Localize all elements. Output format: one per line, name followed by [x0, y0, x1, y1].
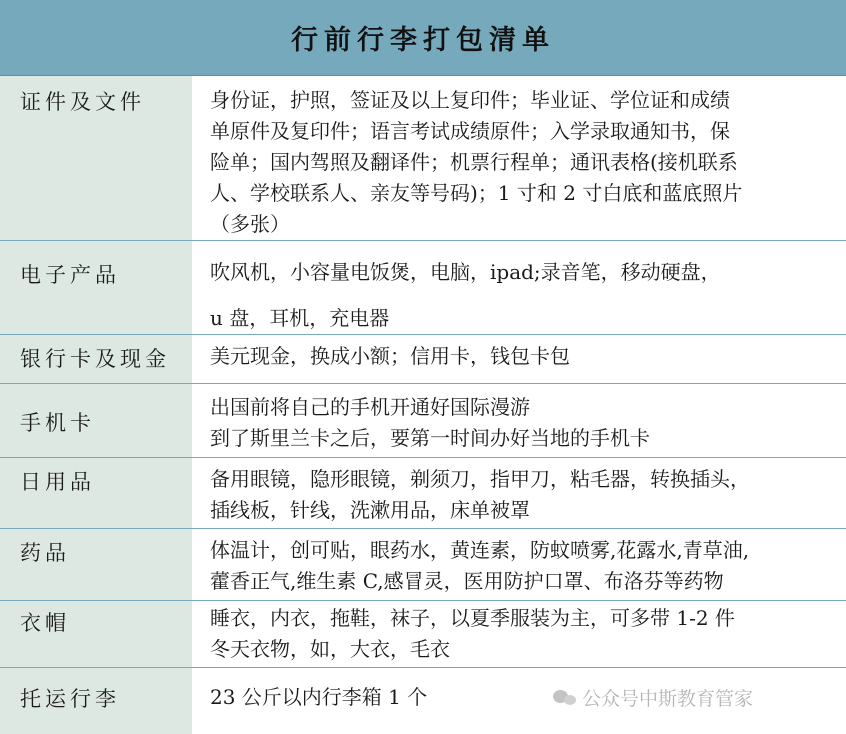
items-cell: [192, 458, 846, 529]
watermark: [553, 684, 753, 711]
items-line: 单原件及复印件；语言考试成绩原件；入学录取通知书，保: [210, 119, 730, 143]
category-cell: [0, 601, 192, 668]
list-row-electronics: [0, 241, 846, 335]
items-line: u 盘，耳机，充电器: [210, 306, 390, 330]
category-label: 证件及文件: [20, 90, 145, 114]
wechat-icon: [553, 689, 577, 707]
category-cell: [0, 668, 192, 734]
list-row-medicine: [0, 529, 846, 601]
category-cell: [0, 458, 192, 529]
items-line: 身份证，护照，签证及以上复印件；毕业证、学位证和成绩: [210, 88, 730, 112]
items-line: 23 公斤以内行李箱 1 个: [210, 685, 428, 709]
category-label: 药品: [20, 541, 70, 565]
items-line: 插线板，针线，洗漱用品，床单被罩: [210, 498, 530, 522]
category-label: 银行卡及现金: [20, 347, 170, 371]
items-line: 人、学校联系人、亲友等号码)；1 寸和 2 寸白底和蓝底照片: [210, 181, 743, 205]
category-cell: [0, 241, 192, 335]
items-line: 险单；国内驾照及翻译件；机票行程单；通讯表格(接机联系: [210, 150, 738, 174]
list-title: 行前行李打包清单: [0, 0, 846, 76]
items-line: 冬天衣物，如，大衣，毛衣: [210, 637, 450, 661]
items-line: 体温计，创可贴，眼药水，黄连素，防蚊喷雾,花露水,青草油,: [210, 538, 750, 562]
items-line: 到了斯里兰卡之后，要第一时间办好当地的手机卡: [210, 426, 650, 450]
items-line: 备用眼镜，隐形眼镜，剃须刀，指甲刀，粘毛器，转换插头，: [210, 467, 750, 491]
category-cell: [0, 384, 192, 458]
list-row-cards-cash: [0, 335, 846, 384]
items-line: 吹风机，小容量电饭煲，电脑，ipad;录音笔，移动硬盘，: [210, 260, 721, 284]
items-cell: [192, 335, 846, 384]
packing-list-table: [0, 76, 846, 734]
items-cell: [192, 384, 846, 458]
category-label: 电子产品: [20, 263, 120, 287]
category-cell: [0, 335, 192, 384]
category-cell: [0, 529, 192, 601]
watermark-text: 公众号中斯教育管家: [582, 688, 754, 710]
list-row-daily-items: [0, 458, 846, 529]
items-cell: [192, 76, 846, 241]
items-line: 藿香正气,维生素 C,感冒灵，医用防护口罩、布洛芬等药物: [210, 569, 724, 593]
items-line-spacer: [210, 288, 840, 303]
category-cell: [0, 76, 192, 241]
items-line: 美元现金，换成小额；信用卡，钱包卡包: [210, 344, 570, 368]
items-cell: [192, 241, 846, 335]
items-line: （多张）: [210, 212, 290, 236]
list-row-sim-card: [0, 384, 846, 458]
category-label: 手机卡: [20, 411, 95, 435]
items-cell: [192, 529, 846, 601]
list-row-documents: [0, 76, 846, 241]
category-label: 衣帽: [20, 611, 70, 635]
list-row-clothing: [0, 601, 846, 668]
category-label: 托运行李: [20, 687, 120, 711]
items-line: 出国前将自己的手机开通好国际漫游: [210, 395, 530, 419]
items-cell: [192, 601, 846, 668]
category-label: 日用品: [20, 470, 95, 494]
items-line: 睡衣，内衣，拖鞋，袜子，以夏季服装为主，可多带 1-2 件: [210, 606, 735, 630]
